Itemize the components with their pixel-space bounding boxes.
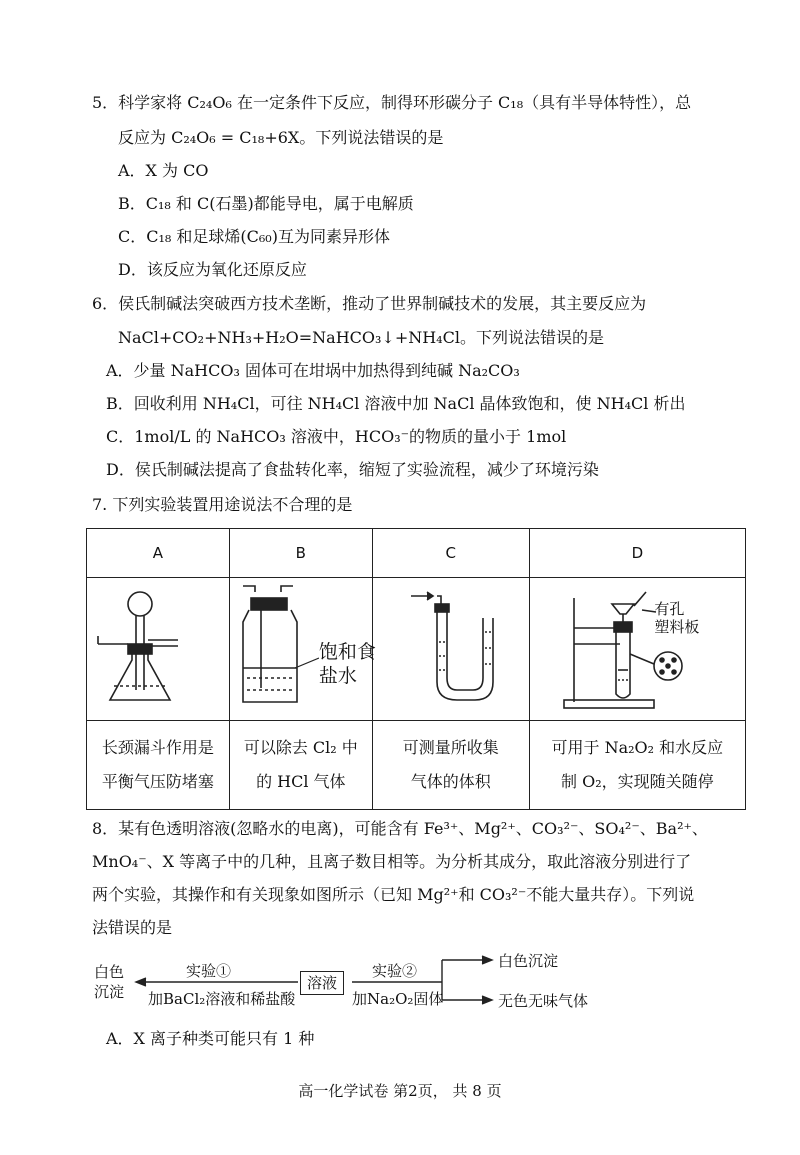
flow-arrows-icon [90,948,650,1023]
q6-option-d: D．侯氏制碱法提高了食盐转化率，缩短了实验流程，减少了环境污染 [106,460,599,479]
saturated-brine-label-2: 盐水 [318,665,357,687]
q7-stem: 7. 下列实验装置用途说法不合理的是 [92,495,353,514]
exp2-result-precipitate: 白色沉淀 [498,952,559,970]
description-a: 长颈漏斗作用是 平衡气压防堵塞 [87,721,230,810]
q8-stem-line2: MnO₄⁻、X 等离子中的几种，且离子数目相等。为分析其成分，取此溶液分别进行了 [92,852,692,871]
kipp-type-generator-icon [542,584,732,714]
experiment-flow-diagram [90,948,650,1023]
q6-option-c: C．1mol/L 的 NaHCO₃ 溶液中，HCO₃⁻的物质的量小于 1mol [106,427,567,446]
u-tube-gas-burette-icon [381,582,521,712]
saturated-brine-label-1: 饱和食 [318,641,376,663]
q6-option-b: B．回收利用 NH₄Cl，可往 NH₄Cl 溶液中加 NaCl 晶体致饱和，使 NH₄Cl 析出 [106,394,686,413]
description-d: 可用于 Na₂O₂ 和水反应 制 O₂，实现随关随停 [529,721,745,810]
flask-funnel-apparatus-icon [88,582,228,712]
q8-stem-line4: 法错误的是 [92,918,173,937]
header-c: C [372,529,529,578]
q8-stem-line1: 8．某有色透明溶液(忽略水的电离)，可能含有 Fe³⁺、Mg²⁺、CO₃²⁻、SO₄²⁻、Ba²⁺、 [92,819,708,838]
label-pointer-icon [295,654,319,674]
exp1-reagent: 加BaCl₂溶液和稀盐酸 [148,990,296,1008]
q5-option-c: C．C₁₈ 和足球烯(C₆₀)互为同素异形体 [118,227,390,246]
exp2-label: 实验② [372,962,418,980]
page-footer: 高一化学试卷 第2页， 共 8 页 [298,1082,502,1100]
q5-option-b: B．C₁₈ 和 C(石墨)都能导电，属于电解质 [118,194,414,213]
perforated-plate-label-2: 塑料板 [654,618,700,636]
q5-option-a: A．X 为 CO [118,161,209,180]
q8-option-a: A．X 离子种类可能只有 1 种 [106,1029,315,1048]
apparatus-c-cell [372,578,529,721]
header-d: D [529,529,745,578]
exp2-result-gas: 无色无味气体 [498,992,589,1010]
header-a: A [87,529,230,578]
exp2-reagent: 加Na₂O₂固体 [352,990,444,1008]
exp1-result-line2: 沉淀 [94,983,125,1001]
q6-stem-line1: 6．侯氏制碱法突破西方技术垄断，推动了世界制碱技术的发展，其主要反应为 [92,294,647,313]
solution-box: 溶液 [300,971,344,995]
header-b: B [229,529,372,578]
exp1-result-line1: 白色 [94,963,125,981]
perforated-plate-label-1: 有孔 [654,600,685,618]
description-b: 可以除去 Cl₂ 中 的 HCl 气体 [229,721,372,810]
gas-washing-bottle-icon [235,584,315,714]
q6-stem-line2: NaCl+CO₂+NH₃+H₂O=NaHCO₃↓+NH₄Cl。下列说法错误的是 [118,328,604,347]
apparatus-a-cell [87,578,230,721]
apparatus-table [86,528,746,810]
q5-stem-line2: 反应为 C₂₄O₆ = C₁₈+6X。下列说法错误的是 [118,128,444,147]
q6-option-a: A．少量 NaHCO₃ 固体可在坩埚中加热得到纯碱 Na₂CO₃ [106,361,520,380]
exp1-label: 实验① [186,962,232,980]
q5-stem-line1: 5．科学家将 C₂₄O₆ 在一定条件下反应，制得环形碳分子 C₁₈（具有半导体特性），总 [92,93,692,112]
apparatus-b-cell [229,578,376,721]
q8-stem-line3: 两个实验，其操作和有关现象如图所示（已知 Mg²⁺和 CO₃²⁻不能大量共存）。下列说 [92,885,695,904]
q5-option-d: D．该反应为氧化还原反应 [118,260,307,279]
apparatus-d-cell [529,578,745,721]
description-c: 可测量所收集 气体的体积 [372,721,529,810]
